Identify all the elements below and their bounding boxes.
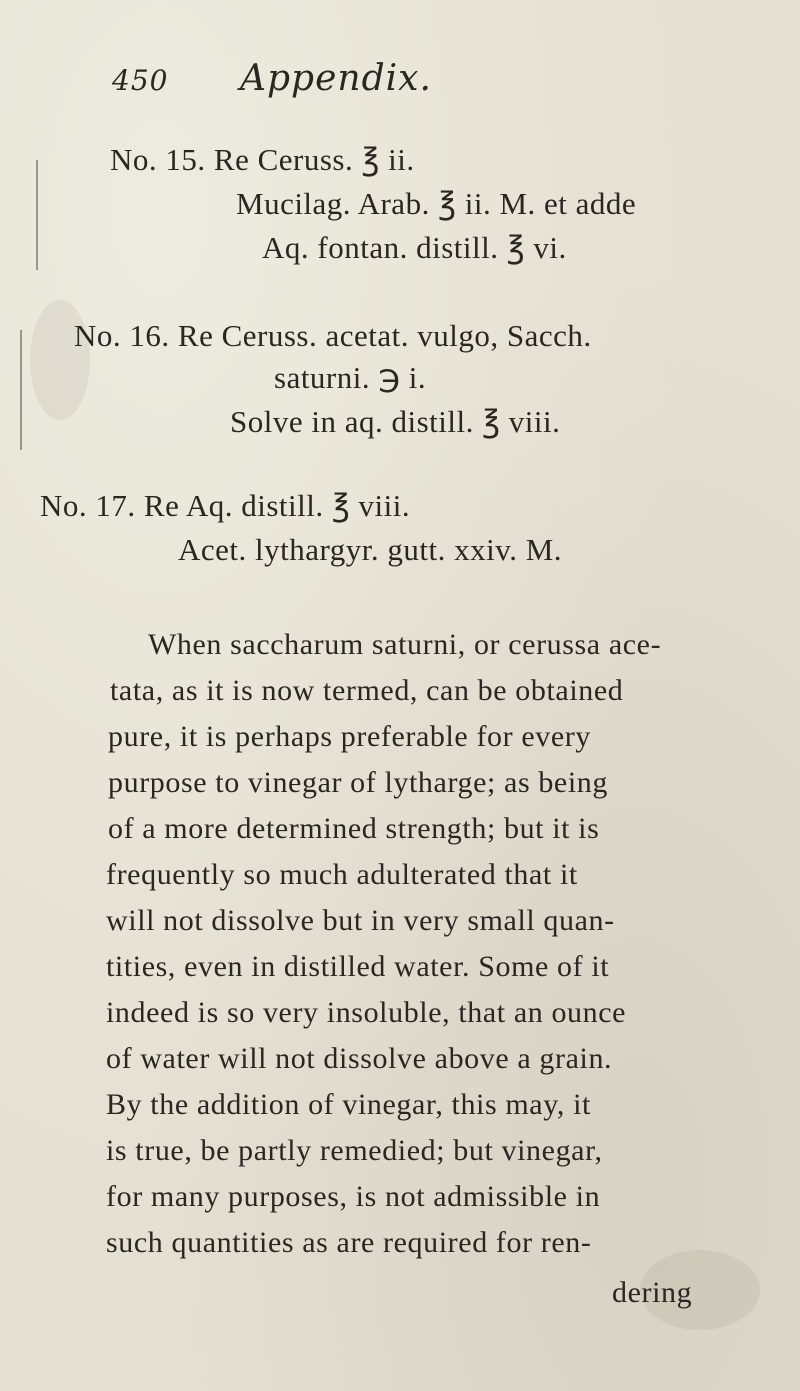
prescription-line: Solve in aq. distill. ℥ viii.	[230, 404, 561, 439]
text-line: will not dissolve but in very small quan-	[106, 904, 615, 937]
prescription-line: saturni. ℈ i.	[274, 360, 427, 395]
prescription-line: No. 15. Re Ceruss. ℥ ii.	[110, 142, 415, 177]
prescription-line: Aq. fontan. distill. ℥ vi.	[262, 230, 567, 265]
text-line: for many purposes, is not admissible in	[106, 1180, 601, 1213]
prescription-line: Acet. lythargyr. gutt. xxiv. M.	[178, 532, 563, 567]
text-line: is true, be partly remedied; but vinegar,	[106, 1134, 603, 1167]
text-line: of water will not dissolve above a grain.	[106, 1042, 613, 1075]
page-number: 450	[112, 64, 169, 97]
page-header	[112, 56, 712, 106]
text-line: such quantities as are required for ren-	[106, 1226, 592, 1259]
text-line: purpose to vinegar of lytharge; as being	[108, 766, 608, 799]
text-line: pure, it is perhaps preferable for every	[108, 720, 591, 753]
text-line: indeed is so very insoluble, that an ounce	[106, 996, 627, 1029]
prescription-line: Mucilag. Arab. ℥ ii. M. et adde	[236, 186, 637, 221]
catchword: dering	[612, 1276, 693, 1309]
running-head: Appendix.	[240, 58, 432, 99]
text-line: When saccharum saturni, or cerussa ace-	[148, 628, 662, 661]
prescription-line: No. 16. Re Ceruss. acetat. vulgo, Sacch.	[74, 318, 592, 353]
text-line: tities, even in distilled water. Some of it	[106, 950, 610, 983]
text-line: tata, as it is now termed, can be obtained	[110, 674, 624, 707]
margin-mark	[36, 160, 38, 270]
prescription-line: No. 17. Re Aq. distill. ℥ viii.	[40, 488, 411, 523]
text-line: of a more determined strength; but it is	[108, 812, 600, 845]
text-line: By the addition of vinegar, this may, it	[106, 1088, 591, 1121]
margin-mark	[20, 330, 22, 450]
text-line: frequently so much adulterated that it	[106, 858, 578, 891]
